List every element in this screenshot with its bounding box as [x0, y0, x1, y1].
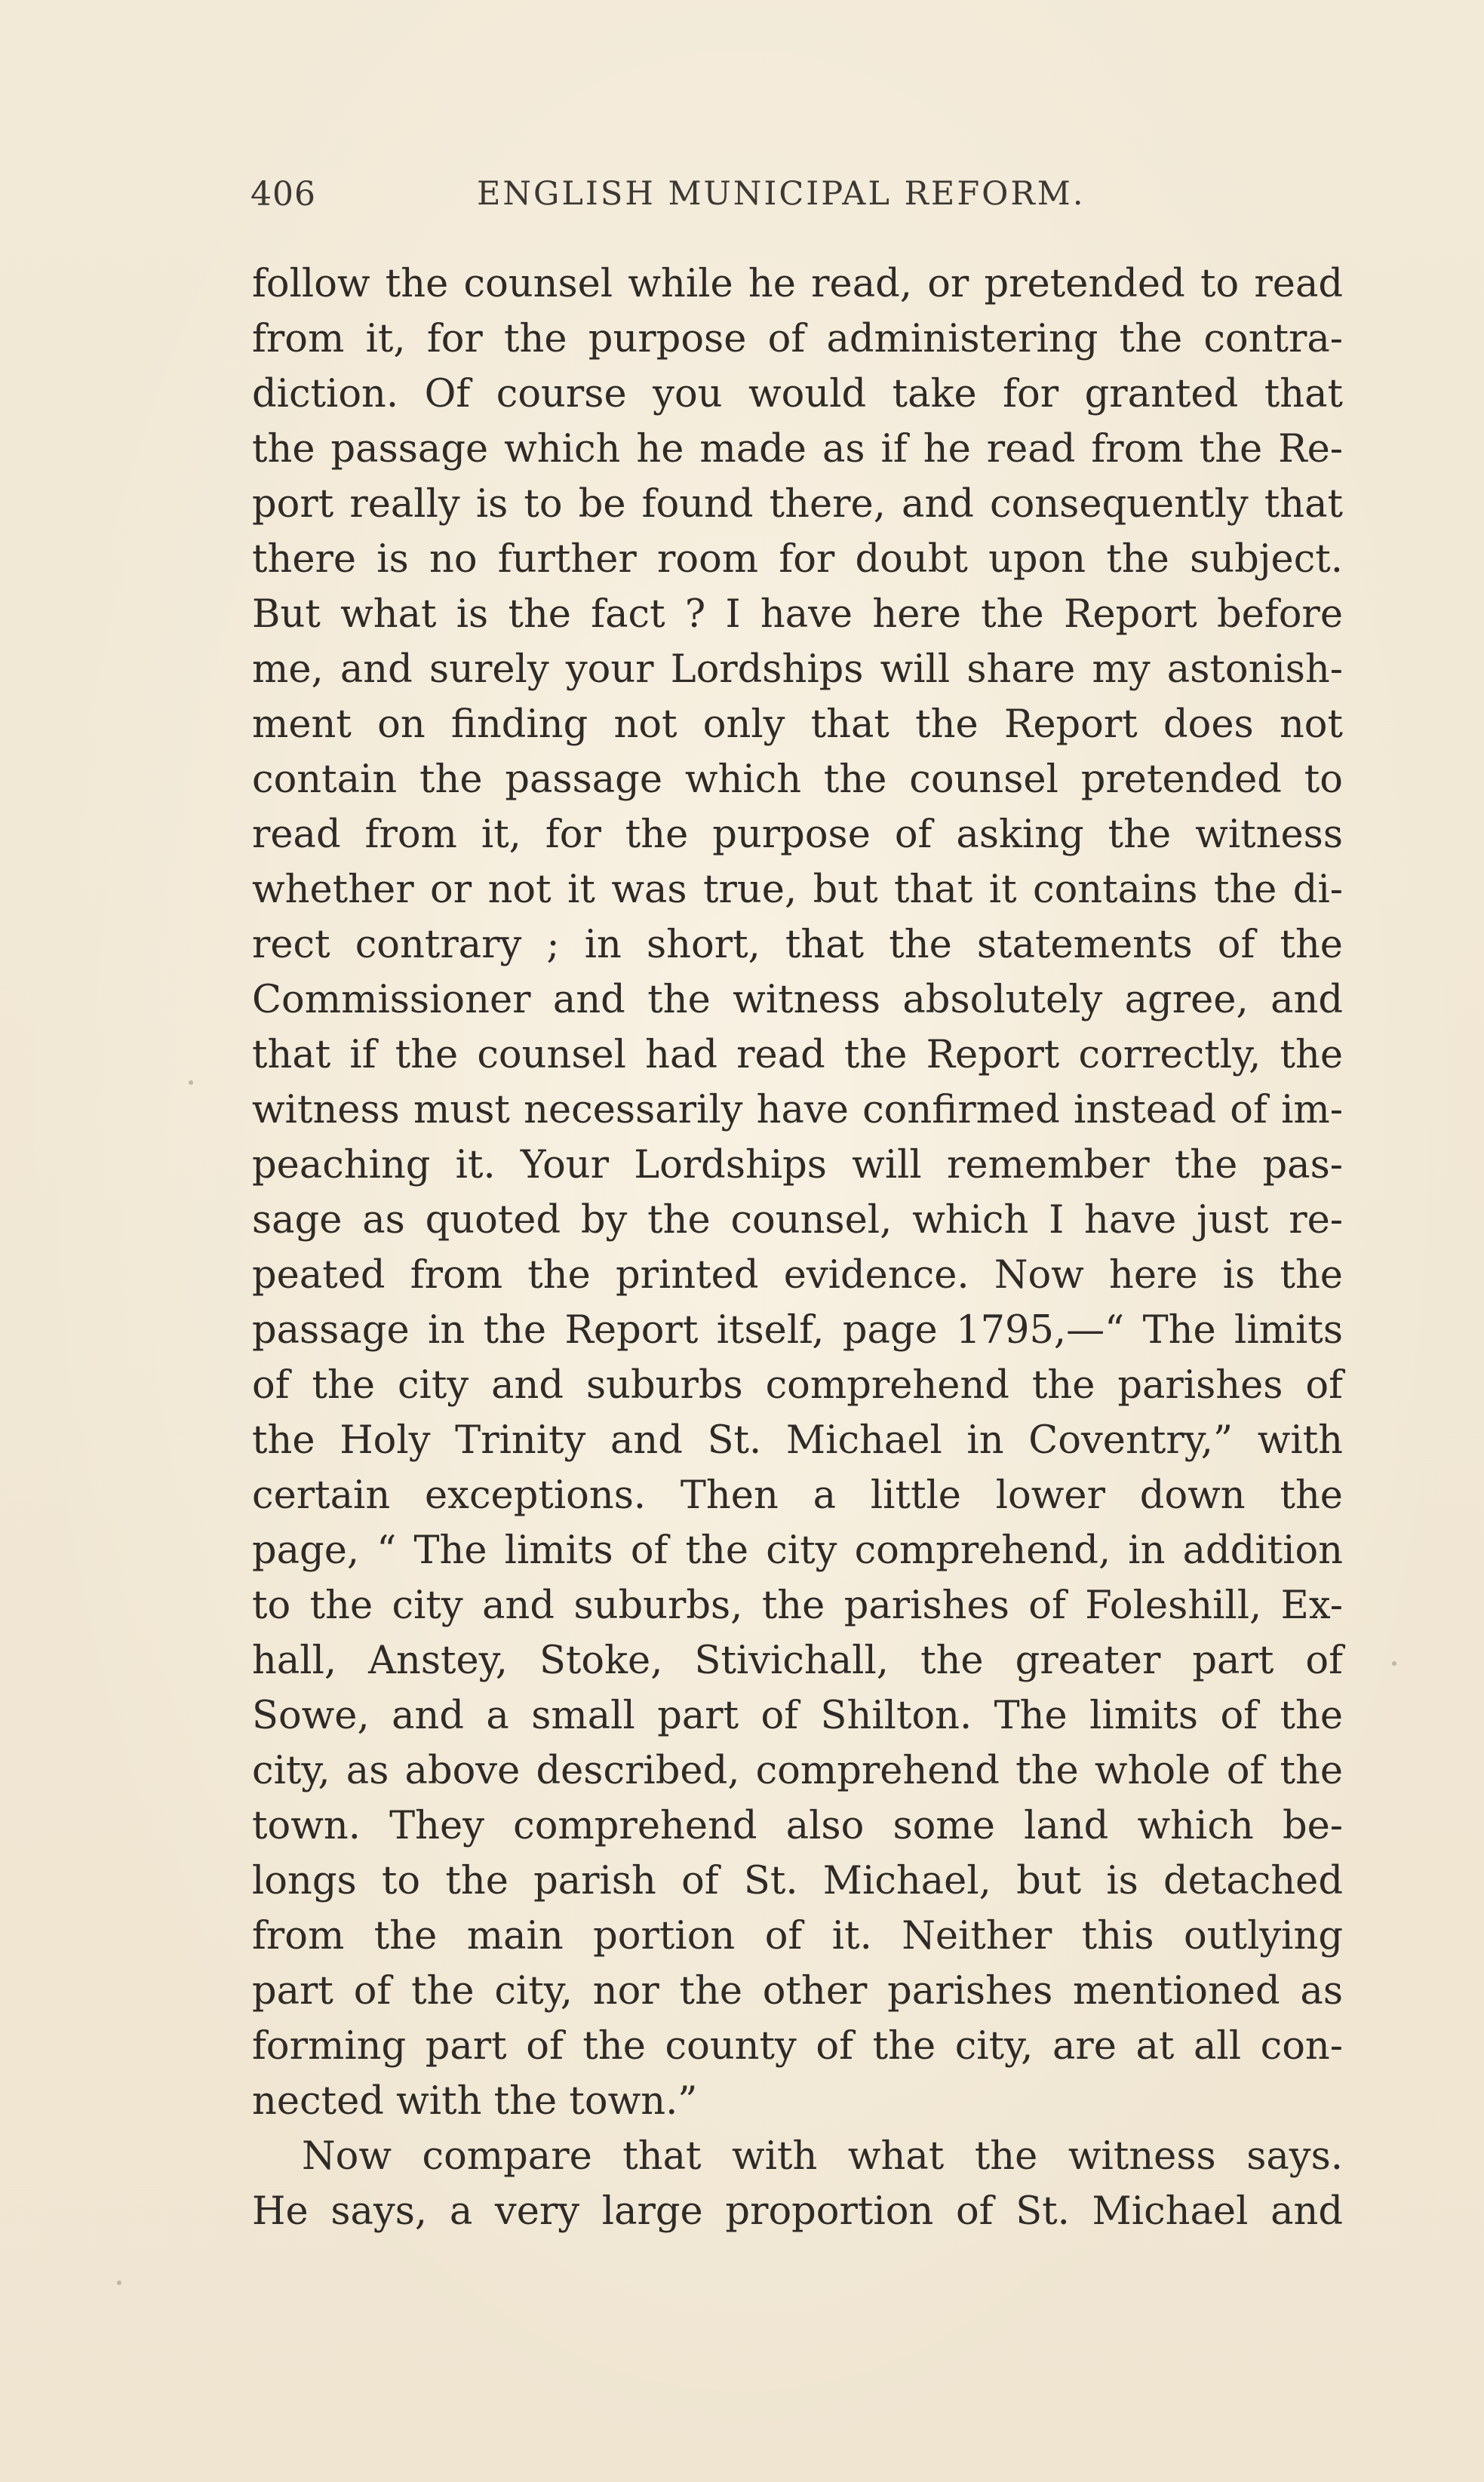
- text-line: the passage which he made as if he read from the Re-: [252, 427, 1343, 472]
- text-line: that if the counsel had read the Report correctly, the: [252, 1033, 1343, 1077]
- text-line: peaching it. Your Lordships will remember the pas-: [252, 1143, 1343, 1187]
- text-line: certain exceptions. Then a little lower down the: [252, 1473, 1343, 1518]
- text-line: witness must necessarily have confirmed instead of im-: [252, 1088, 1343, 1132]
- text-line: there is no further room for doubt upon the subject.: [252, 537, 1343, 582]
- text-line: part of the city, nor the other parishes mentioned as: [252, 1969, 1343, 2014]
- running-title: ENGLISH MUNICIPAL REFORM.: [477, 175, 1086, 213]
- text-line: passage in the Report itself, page 1795,—“ The limits: [252, 1308, 1343, 1353]
- text-line: the Holy Trinity and St. Michael in Coventry,” with: [252, 1418, 1343, 1463]
- body-text: [252, 256, 1343, 2239]
- text-line: Now compare that with what the witness says.: [302, 2134, 1343, 2179]
- text-line: peated from the printed evidence. Now here is the: [252, 1253, 1343, 1298]
- text-line: of the city and suburbs comprehend the parishes of: [252, 1363, 1343, 1408]
- paper-speck: [1392, 1661, 1396, 1666]
- text-line: read from it, for the purpose of asking the witness: [252, 812, 1343, 857]
- text-line: me, and surely your Lordships will share my astonish-: [252, 647, 1343, 692]
- text-line: forming part of the county of the city, are at all con-: [252, 2024, 1343, 2069]
- text-line: Commissioner and the witness absolutely agree, and: [252, 978, 1343, 1022]
- text-line: from the main portion of it. Neither this outlying: [252, 1914, 1343, 1958]
- text-line: But what is the fact ? I have here the Report before: [252, 592, 1343, 637]
- text-line: from it, for the purpose of administering the contra-: [252, 317, 1343, 361]
- text-line: diction. Of course you would take for granted that: [252, 372, 1343, 416]
- text-line: page, “ The limits of the city comprehend, in addition: [252, 1528, 1343, 1573]
- text-line: Sowe, and a small part of Shilton. The limits of the: [252, 1694, 1343, 1738]
- text-line: follow the counsel while he read, or pretended to read: [252, 262, 1343, 306]
- paper-speck: [117, 2281, 121, 2285]
- text-line: city, as above described, comprehend the whole of the: [252, 1749, 1343, 1793]
- text-line: port really is to be found there, and consequently that: [252, 482, 1343, 527]
- paper-speck: [189, 1080, 193, 1085]
- text-line: sage as quoted by the counsel, which I have just re-: [252, 1198, 1343, 1243]
- text-line: hall, Anstey, Stoke, Stivichall, the greater part of: [252, 1639, 1343, 1683]
- text-line: rect contrary ; in short, that the statements of the: [252, 923, 1343, 967]
- running-head: [250, 175, 1344, 228]
- text-line: town. They comprehend also some land which be-: [252, 1804, 1343, 1848]
- text-line: to the city and suburbs, the parishes of Foleshill, Ex-: [252, 1584, 1343, 1628]
- page-number: 406: [250, 175, 316, 213]
- text-line: contain the passage which the counsel pretended to: [252, 757, 1343, 802]
- text-line: longs to the parish of St. Michael, but is detached: [252, 1859, 1343, 1903]
- text-line: He says, a very large proportion of St. Michael and: [252, 2189, 1343, 2234]
- text-line: nected with the town.”: [252, 2079, 698, 2124]
- text-line: whether or not it was true, but that it contains the di-: [252, 868, 1343, 912]
- text-line: ment on finding not only that the Report does not: [252, 702, 1343, 747]
